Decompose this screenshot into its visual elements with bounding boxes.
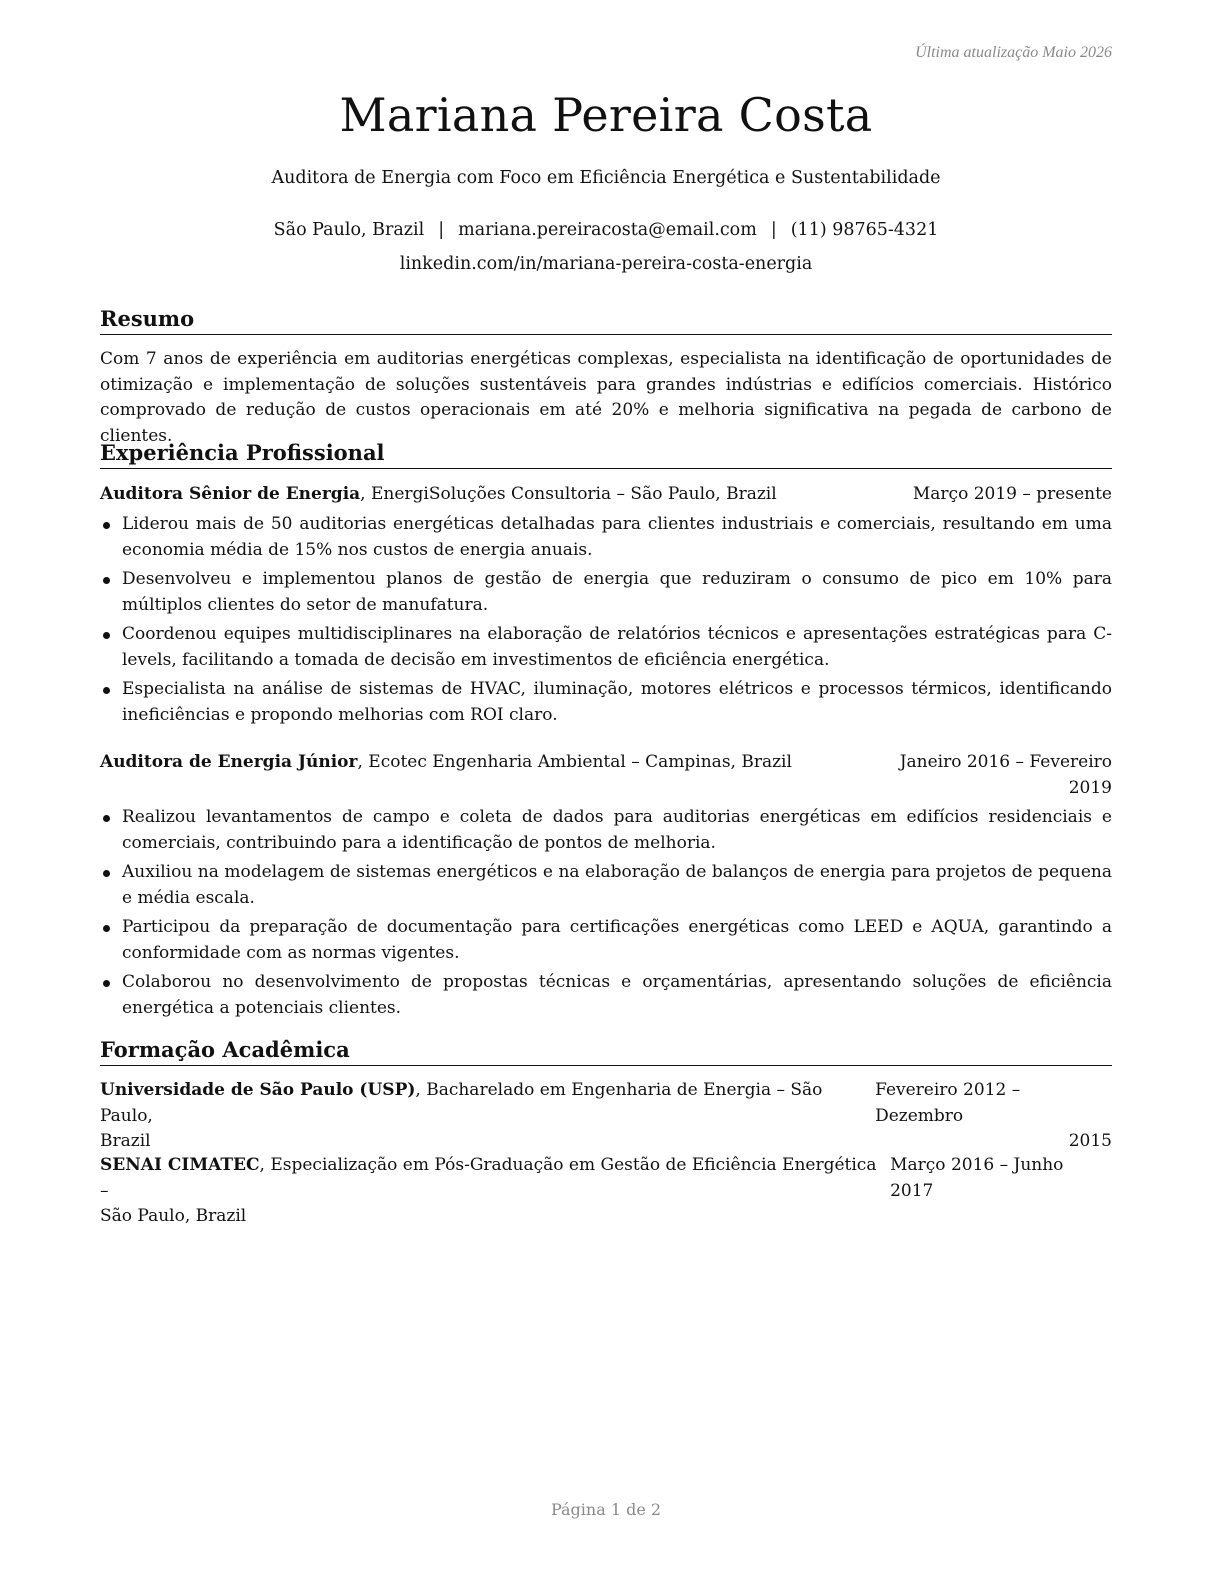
bullet-icon (103, 687, 110, 694)
school-name: SENAI CIMATEC (100, 1155, 260, 1175)
degree: , Bacharelado em Engenharia de Energia – São Paulo, (100, 1080, 823, 1126)
education-entry (100, 1153, 1112, 1230)
list-item: Auxiliou na modelagem de sistemas energéticos e na elaboração de balanços de energia para projetos de pequena e média escala. (100, 860, 1112, 911)
bullet-icon (103, 522, 110, 529)
list-item: Realizou levantamentos de campo e coleta de dados para auditorias energéticas em edifícios residenciais e comerciais, contribuindo para a identificação de pontos de melhoria. (100, 805, 1112, 856)
job-dates: Março 2019 – presente (912, 484, 1112, 504)
email-link[interactable]: mariana.pereiracosta@email.com (458, 220, 757, 240)
education-location: São Paulo, Brazil (100, 1206, 247, 1226)
summary-text: Com 7 anos de experiência em auditorias energéticas complexas, especialista na identificação de oportunidades de otimização e implementação de soluções sustentáveis para grandes indústrias e edifícios comerciais. Histórico comprovado de redução de custos operacionais em até 20% e melhoria significativa na pegada de carbono de clientes. (100, 349, 1112, 446)
job-org: , Ecotec Engenharia Ambiental – Campinas, Brazil (357, 752, 792, 772)
location: São Paulo, Brazil (273, 220, 425, 240)
section-title-education: Formação Acadêmica (100, 1036, 1112, 1066)
section-title-experience: Experiência Profissional (100, 439, 1112, 469)
last-updated: Última atualização Maio 2026 (915, 44, 1112, 61)
candidate-name: Mariana Pereira Costa (339, 88, 873, 142)
job-bullets (100, 805, 1112, 1025)
list-item: Especialista na análise de sistemas de HVAC, iluminação, motores elétricos e processos térmicos, identificando ineficiências e propondo melhorias com ROI claro. (100, 677, 1112, 728)
education-dates-cont: 2015 (1068, 1131, 1112, 1151)
job-bullets (100, 512, 1112, 732)
bullet-icon (103, 815, 110, 822)
bullet-icon (103, 925, 110, 932)
phone-number: (11) 98765-4321 (790, 220, 939, 240)
candidate-headline: Auditora de Energia com Foco em Eficiência Energética e Sustentabilidade (271, 168, 941, 188)
job-role: Auditora de Energia Júnior (100, 752, 358, 772)
job-role: Auditora Sênior de Energia (100, 484, 361, 504)
bullet-icon (103, 870, 110, 877)
education-dates: Março 2016 – Junho 2017 (890, 1155, 1064, 1201)
list-item: Desenvolveu e implementou planos de gestão de energia que reduziram o consumo de pico em 10% para múltiplos clientes do setor de manufatura. (100, 567, 1112, 618)
job-header (100, 482, 1112, 508)
bullet-icon (103, 577, 110, 584)
bullet-icon (103, 632, 110, 639)
degree: , Especialização em Pós-Graduação em Gestão de Eficiência Energética – (100, 1155, 877, 1201)
contact-line (100, 220, 1112, 240)
list-item: Colaborou no desenvolvimento de propostas técnicas e orçamentárias, apresentando soluções de eficiência energética a potenciais clientes. (100, 970, 1112, 1021)
job-org: , EnergiSoluções Consultoria – São Paulo, Brazil (360, 484, 777, 504)
separator: | (770, 220, 777, 240)
list-item: Coordenou equipes multidisciplinares na elaboração de relatórios técnicos e apresentações estratégicas para C-levels, facilitando a tomada de decisão em investimentos de eficiência energética. (100, 622, 1112, 673)
section-title-summary: Resumo (100, 305, 1112, 335)
list-item: Participou da preparação de documentação para certificações energéticas como LEED e AQUA, garantindo a conformidade com as normas vigentes. (100, 915, 1112, 966)
job-title-line (100, 750, 792, 801)
page-number: Página 1 de 2 (550, 1500, 662, 1519)
education-entry (100, 1078, 1112, 1155)
school-name: Universidade de São Paulo (USP) (100, 1080, 416, 1100)
education-location: Brazil (100, 1131, 151, 1151)
resume-page (100, 0, 1112, 1584)
education-title-line (100, 1078, 875, 1129)
job-dates: Janeiro 2016 – Fevereiro 2019 (899, 752, 1112, 798)
linkedin-link[interactable]: linkedin.com/in/mariana-pereira-costa-energia (399, 254, 813, 274)
education-dates: Fevereiro 2012 – Dezembro (875, 1080, 1021, 1126)
education-title-line (100, 1153, 890, 1204)
separator: | (438, 220, 445, 240)
job-title-line (100, 482, 777, 508)
job-header (100, 750, 1112, 801)
list-item: Liderou mais de 50 auditorias energéticas detalhadas para clientes industriais e comerciais, resultando em uma economia média de 15% nos custos de energia anuais. (100, 512, 1112, 563)
bullet-icon (103, 980, 110, 987)
